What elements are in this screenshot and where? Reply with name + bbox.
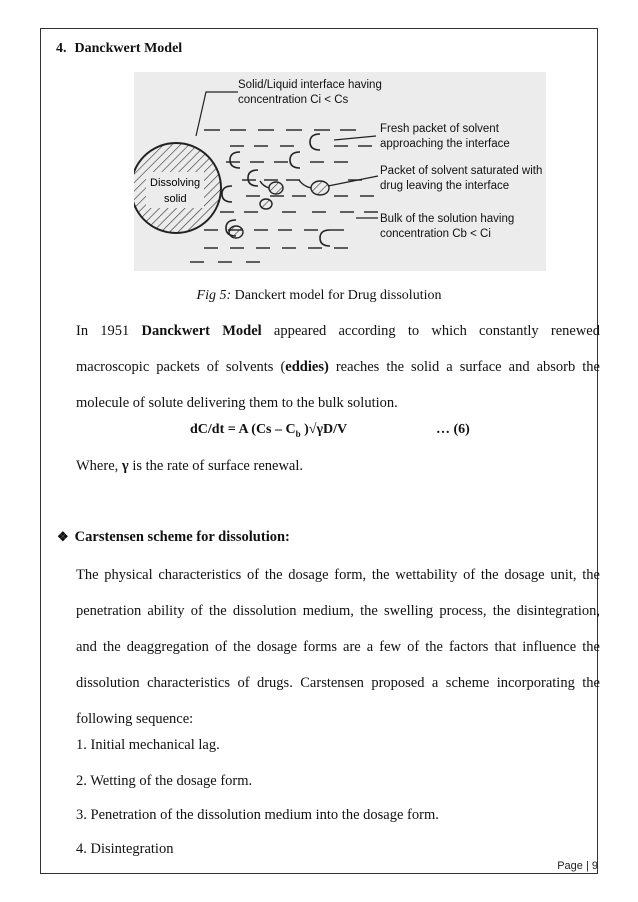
section-title: Carstensen scheme for dissolution: [74, 529, 290, 545]
equation-subscript: b [295, 428, 301, 439]
bold-term: Danckwert Model [141, 323, 262, 339]
where-pre: Where, [76, 458, 122, 474]
label-bulk-2: concentration Cb < Ci [380, 228, 491, 240]
gamma-symbol: γ [121, 458, 129, 474]
paragraph-line: penetration ability of the dissolution medium, the swelling process, the disintegration, [76, 603, 600, 619]
where-line [76, 458, 303, 475]
list-item: 3. Penetration of the dissolution medium into the dosage form. [76, 807, 439, 823]
solid-label-2: solid [164, 193, 187, 205]
paragraph-danckwert [76, 313, 600, 421]
label-bulk-1: Bulk of the solution having [380, 213, 515, 225]
paragraph-line: The physical characteristics of the dosage form, the wettability of the dosage unit, the [76, 567, 600, 583]
carstensen-heading [57, 529, 290, 546]
paragraph-line: dissolution characteristics of drugs. Carstensen proposed a scheme incorporating the [76, 675, 600, 691]
text-run: appeared according to which constantly renewed [261, 323, 600, 339]
danckwert-diagram [134, 72, 546, 271]
label-fresh-2: approaching the interface [380, 138, 510, 150]
solid-label-1: Dissolving [150, 177, 201, 189]
heading-number: 4. [56, 41, 67, 56]
text-run: reaches the solid a surface and absorb the [328, 359, 600, 375]
label-saturated-1: Packet of solvent saturated with [380, 165, 543, 177]
paragraph-line [76, 349, 600, 385]
list-item: 2. Wetting of the dosage form. [76, 773, 253, 789]
paragraph-carstensen [76, 557, 600, 737]
list-item: 1. Initial mechanical lag. [76, 737, 220, 753]
paragraph-line: and the deaggregation of the dosage forms are a few of the factors that influence the [76, 639, 600, 655]
equation-number: … (6) [436, 422, 470, 437]
diamond-bullet-icon: ❖ [57, 529, 69, 544]
where-post: is the rate of surface renewal. [128, 458, 303, 474]
list-item: 4. Disintegration [76, 841, 174, 857]
page-number: Page | 9 [557, 860, 598, 872]
equation-rest: )√γD/V [300, 422, 348, 437]
heading-title: Danckwert Model [74, 41, 183, 56]
label-interface-1: Solid/Liquid interface having [238, 79, 382, 91]
text-run: macroscopic packets of solvents ( [76, 359, 286, 375]
label-interface-2: concentration Ci < Cs [238, 94, 349, 106]
caption-text: Danckert model for Drug dissolution [231, 288, 442, 303]
bold-term: eddies) [285, 359, 329, 375]
equation-text: dC/dt = A (Cs – C [190, 422, 296, 437]
text-run: In 1951 [76, 323, 142, 339]
danckwert-figure [134, 72, 546, 271]
section-heading [56, 41, 182, 57]
paragraph-line: following sequence: [76, 711, 194, 727]
label-saturated-2: drug leaving the interface [380, 180, 510, 192]
label-fresh-1: Fresh packet of solvent [380, 123, 499, 135]
text-run: molecule of solute delivering them to the bulk solution. [76, 395, 398, 411]
caption-prefix: Fig 5: [196, 288, 232, 303]
paragraph-line [76, 385, 600, 421]
paragraph-line [76, 313, 600, 349]
figure-caption [0, 288, 638, 304]
equation-formula [190, 422, 347, 439]
